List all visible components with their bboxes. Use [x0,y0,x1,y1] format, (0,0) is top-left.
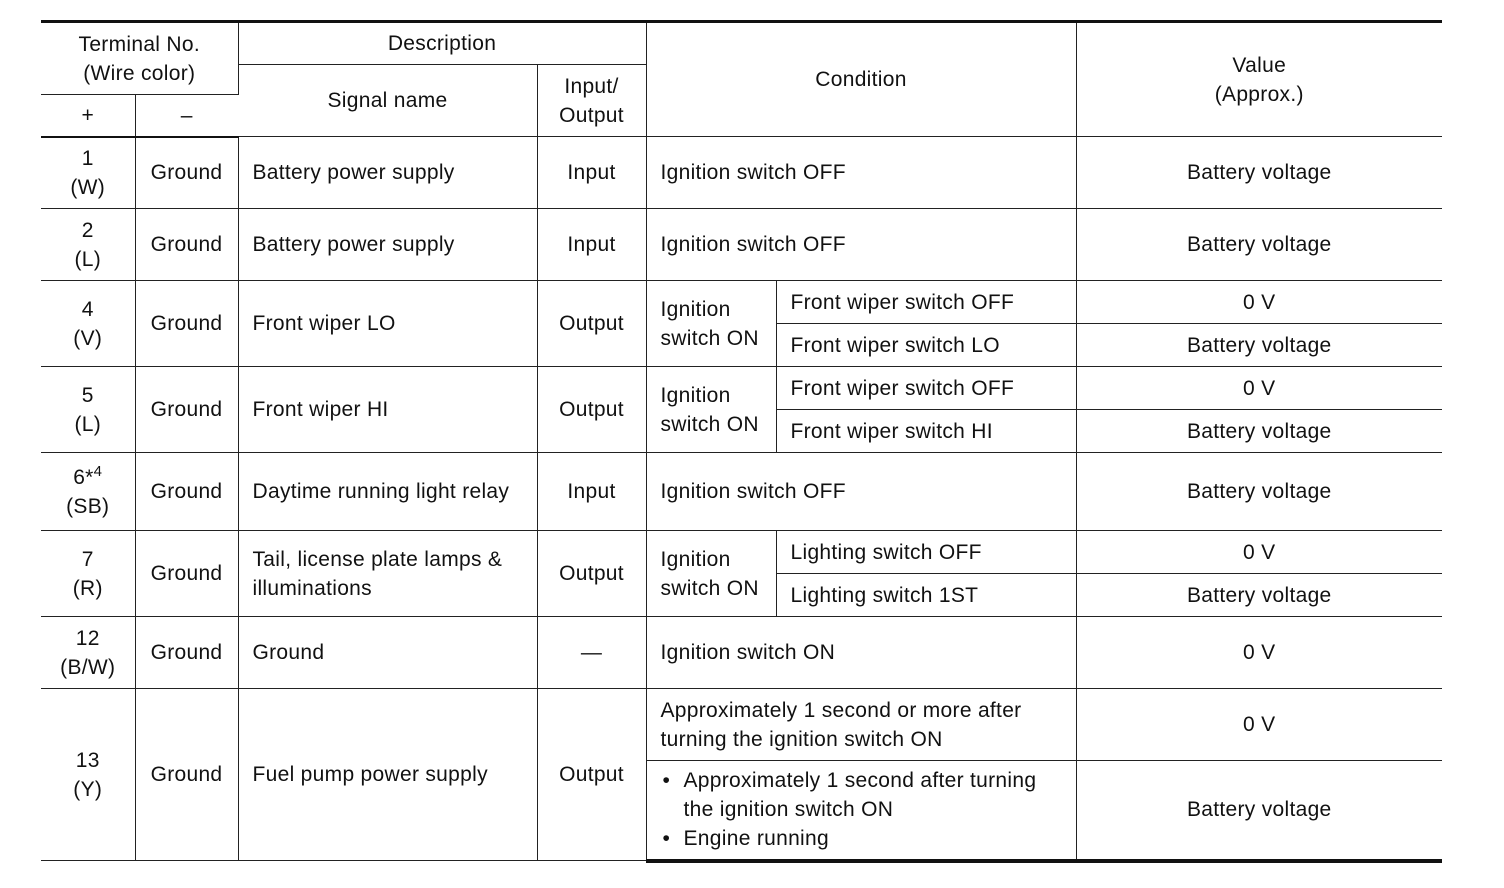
table-row [41,209,1442,281]
description-header: Description [238,22,646,65]
table-row [41,367,1442,410]
ground-cell: Ground [135,137,238,209]
terminal-number: 6* [73,465,94,489]
terminal-no-label: Terminal No. [78,32,200,56]
ground-cell: Ground [135,617,238,689]
value-cell: Battery voltage [1076,574,1442,617]
condition-sub-cell: Front wiper switch LO [776,324,1076,367]
io-cell: Output [537,531,646,617]
ground-cell: Ground [135,367,238,453]
value-cell: 0 V [1076,617,1442,689]
table-row [41,617,1442,689]
condition-cell: Ignition switch OFF [646,209,1076,281]
condition-main-line-2: switch ON [660,326,759,350]
condition-cell: Ignition switch OFF [646,137,1076,209]
signal-name-cell: Front wiper HI [238,367,537,453]
value-cell: 0 V [1076,531,1442,574]
io-cell: Output [537,367,646,453]
condition-sub-cell: Front wiper switch OFF [776,367,1076,410]
condition-cell: Ignition switch OFF [646,453,1076,531]
condition-cell: Approximately 1 second or more after turning the ignition switch ON [646,689,1076,761]
wire-color: (R) [72,576,103,600]
condition-main-line-1: Ignition [660,547,731,571]
condition-sub-cell: Front wiper switch OFF [776,281,1076,324]
terminal-number: 13 [75,748,100,772]
condition-main-cell [646,367,776,453]
value-cell: Battery voltage [1076,453,1442,531]
value-cell: 0 V [1076,281,1442,324]
condition-main-cell [646,281,776,367]
terminal-number: 5 [81,383,94,407]
terminal-number-line [45,463,131,492]
input-output-label-1: Input/ [564,74,619,98]
minus-header: – [135,95,238,137]
value-approx-label: (Approx.) [1214,82,1304,106]
terminal-cell [41,617,135,689]
terminal-number: 12 [75,626,100,650]
condition-main-line-1: Ignition [660,383,731,407]
condition-bullet-item: • Approximately 1 second after turning the ignition switch ON [661,766,1062,824]
condition-cell: Ignition switch ON [646,617,1076,689]
signal-name-cell: Battery power supply [238,137,537,209]
wire-color: (B/W) [60,655,116,679]
table-row [41,689,1442,761]
terminal-footnote-mark: 4 [93,462,103,480]
terminal-spec-table [41,20,1442,863]
condition-sub-cell: Front wiper switch HI [776,410,1076,453]
input-output-label-2: Output [559,103,624,127]
wire-color: (SB) [66,494,110,518]
wire-color: (L) [74,247,102,271]
wire-color: (V) [73,326,103,350]
condition-sub-cell: Lighting switch 1ST [776,574,1076,617]
terminal-number: 7 [81,547,94,571]
condition-main-line-1: Ignition [660,297,731,321]
terminal-number: 4 [81,297,94,321]
signal-name-cell: Front wiper LO [238,281,537,367]
value-cell: Battery voltage [1076,209,1442,281]
input-output-header [537,65,646,137]
plus-header: + [41,95,135,137]
value-header [1076,22,1442,137]
value-cell: Battery voltage [1076,137,1442,209]
terminal-cell [41,531,135,617]
ground-cell: Ground [135,209,238,281]
signal-name-cell: Battery power supply [238,209,537,281]
table-row [41,281,1442,324]
value-cell: Battery voltage [1076,324,1442,367]
condition-header: Condition [646,22,1076,137]
terminal-no-header [41,22,238,95]
value-cell: 0 V [1076,367,1442,410]
table-row [41,137,1442,209]
io-cell: Input [537,453,646,531]
condition-main-line-2: switch ON [660,576,759,600]
wire-color: (W) [70,175,106,199]
value-cell: Battery voltage [1076,410,1442,453]
terminal-spec-table-container [41,20,1442,863]
wire-color-label: (Wire color) [83,61,196,85]
io-cell: Input [537,137,646,209]
value-label: Value [1232,53,1287,77]
condition-cell [646,761,1076,861]
condition-main-cell [646,531,776,617]
signal-name-cell: Ground [238,617,537,689]
ground-cell: Ground [135,689,238,861]
terminal-number: 1 [81,146,94,170]
ground-cell: Ground [135,281,238,367]
signal-name-cell: Daytime running light relay [238,453,537,531]
io-cell: Output [537,281,646,367]
io-cell: Output [537,689,646,861]
terminal-cell [41,453,135,531]
wire-color: (L) [74,412,102,436]
io-cell: Input [537,209,646,281]
value-cell: 0 V [1076,689,1442,761]
terminal-number: 2 [81,218,94,242]
condition-main-line-2: switch ON [660,412,759,436]
table-row [41,531,1442,574]
value-cell: Battery voltage [1076,761,1442,861]
signal-name-cell: Fuel pump power supply [238,689,537,861]
terminal-cell [41,367,135,453]
terminal-cell [41,209,135,281]
wire-color: (Y) [73,777,103,801]
signal-name-cell: Tail, license plate lamps & illuminations [238,531,537,617]
terminal-cell [41,689,135,861]
condition-bullet-list [661,766,1062,853]
ground-cell: Ground [135,531,238,617]
io-cell: — [537,617,646,689]
ground-cell: Ground [135,453,238,531]
terminal-cell [41,137,135,209]
signal-name-header: Signal name [238,65,537,137]
condition-sub-cell: Lighting switch OFF [776,531,1076,574]
condition-bullet-item: • Engine running [661,824,1062,853]
terminal-cell [41,281,135,367]
table-row [41,453,1442,531]
